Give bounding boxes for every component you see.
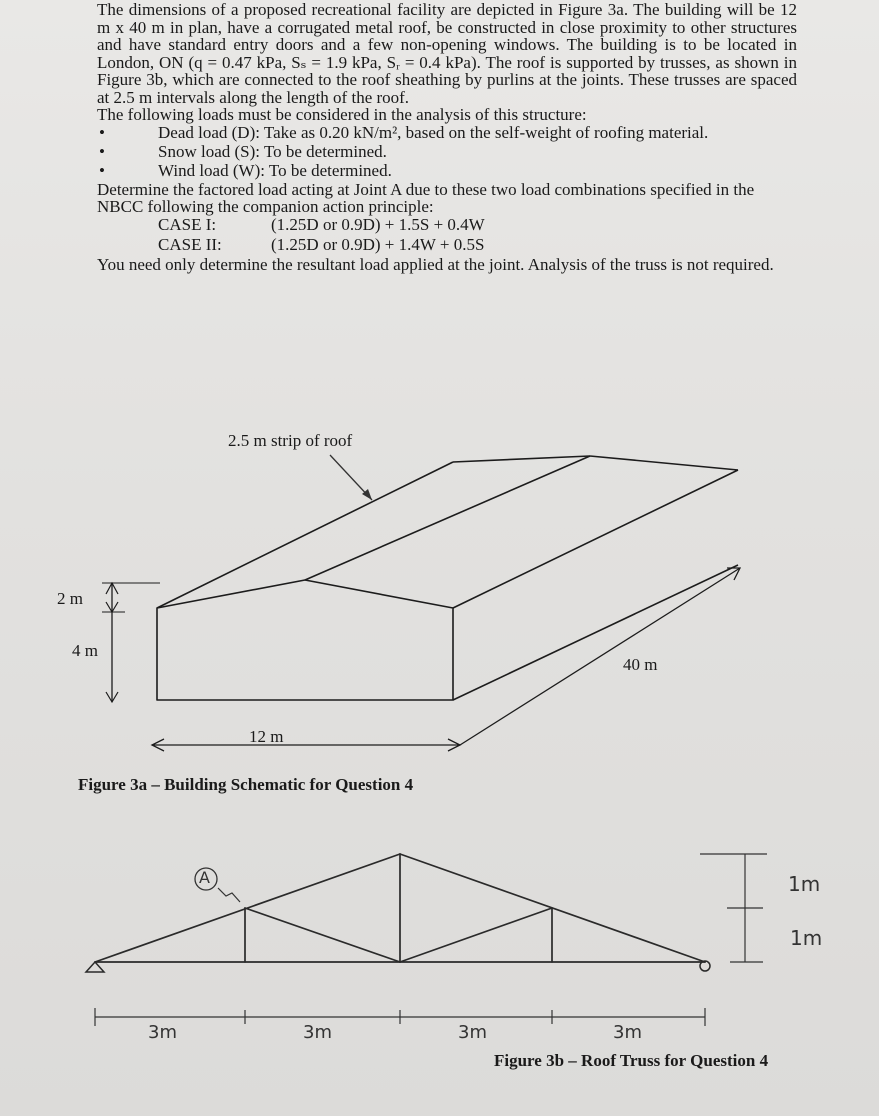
dim-roof-height-label: 2 m [57,589,83,608]
loads-intro: The following loads must be considered in the analysis of this structure: [97,105,587,124]
front-wall [157,580,453,700]
load-dead: Dead load (D): Take as 0.20 kN/m², based on the self-weight of roofing material. [158,122,709,142]
dim-length-label: 40 m [623,655,658,674]
case-2-label: CASE II: [158,234,222,254]
closing-paragraph: You need only determine the resultant load applied at the joint. Analysis of the truss is not required. [97,254,774,274]
dim-upper-label: 1m [788,872,821,896]
dim-lower-label: 1m [790,926,823,950]
right-wall-base [453,565,738,700]
far-ridge-left [453,456,590,462]
far-ridge-right [590,456,738,470]
dim-40m-line [460,568,740,745]
pin-support [86,962,104,972]
case-1-label: CASE I: [158,214,217,234]
span-label-1: 3m [148,1022,177,1043]
strip-label: 2.5 m strip of roof [228,431,353,450]
load-item: • Dead load (D): Take as 0.20 kN/m², based on the self-weight of roofing material. [99,122,709,142]
joint-a-label: A [199,868,210,887]
diagonal-left [245,908,400,962]
load-snow: Snow load (S): To be determined. [158,141,387,161]
diagonal-right [400,908,552,962]
combinations-intro: Determine the factored load acting at Joint A due to these two load combinations specified in the NBCC following the companion action principle: [97,179,755,216]
span-label-4: 3m [613,1022,642,1043]
intro-paragraph: The dimensions of a proposed recreational facility are depicted in Figure 3a. The building will be 12 m x 40 m in plan, have a corrugated metal roof, be constructed in close proximity to other structures and have standard entry doors and a few non-opening windows. The building is to be located in London, ON (q = 0.47 kPa, Sₛ = 1.9 kPa, Sᵣ = 0.4 kPa). The roof is supported by trusses, as shown in Figure 3b, which are connected to the roof sheathing by purlins at the joints. These trusses are spaced at 2.5 m intervals along the length of the roof. [97,0,797,107]
case-1-expression: (1.25D or 0.9D) + 1.5S + 0.4W [271,214,485,234]
figure-3a-caption: Figure 3a – Building Schematic for Question 4 [78,775,414,794]
figure-3b-caption: Figure 3b – Roof Truss for Question 4 [494,1051,769,1070]
span-label-2: 3m [303,1022,332,1043]
load-wind: Wind load (W): To be determined. [158,160,392,180]
load-item: • Snow load (S): To be determined. [99,141,387,161]
span-label-3: 3m [458,1022,487,1043]
right-eave [453,470,738,608]
joint-a-pointer [218,888,240,902]
load-item: • Wind load (W): To be determined. [99,160,392,180]
case-2-expression: (1.25D or 0.9D) + 1.4W + 0.5S [271,234,485,254]
dim-wall-height-label: 4 m [72,641,98,660]
dim-width-label: 12 m [249,727,284,746]
